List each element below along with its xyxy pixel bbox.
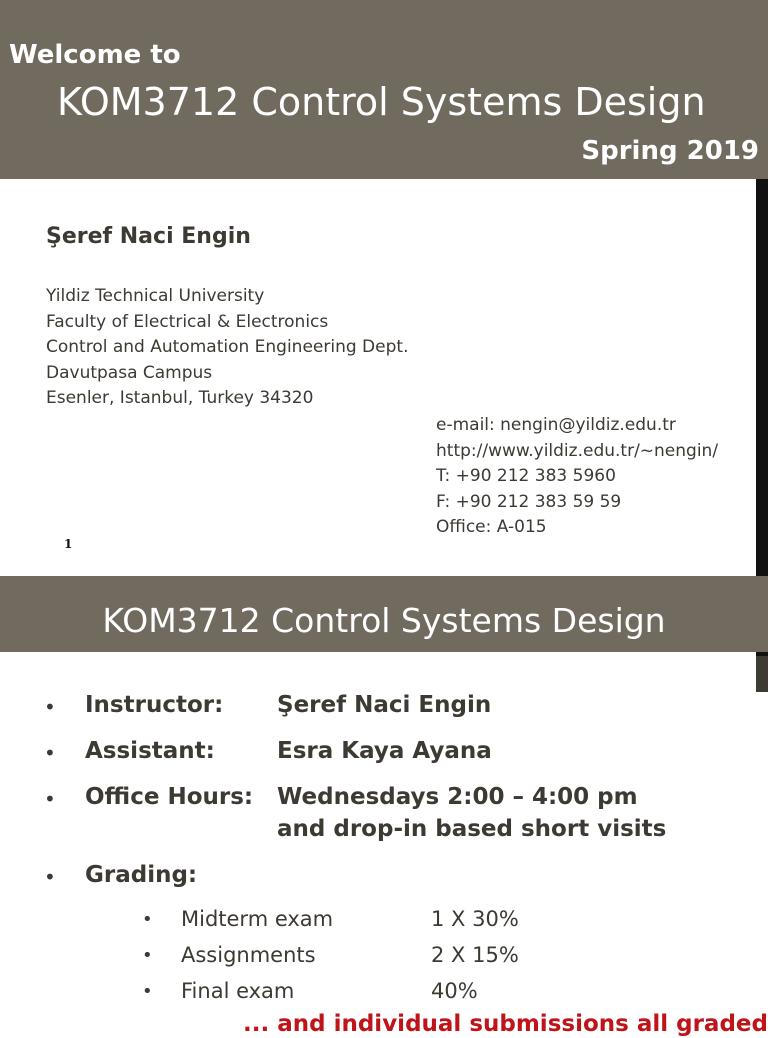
grading-label: Midterm exam	[181, 907, 334, 931]
address-line: Faculty of Electrical & Electronics	[46, 311, 329, 332]
info-value: Esra Kaya Ayana	[277, 738, 492, 764]
info-label: Grading:	[85, 862, 198, 888]
address-line: Yildiz Technical University	[46, 286, 265, 306]
title-header	[0, 0, 768, 179]
grading-label: Assignments	[181, 943, 316, 967]
sub-bullet-icon: •	[142, 945, 153, 966]
page-number: 1	[64, 537, 73, 551]
bullet-icon: •	[44, 741, 56, 765]
contact-office: Office: A-015	[436, 517, 547, 537]
contact-phone: T: +90 212 383 5960	[436, 466, 616, 486]
course-title: KOM3712 Control Systems Design	[57, 80, 706, 124]
slide-edge-bar	[756, 656, 768, 692]
info-value: Wednesdays 2:00 – 4:00 pm	[277, 784, 638, 810]
grading-value: 1 X 30%	[431, 907, 519, 931]
grading-value: 40%	[431, 979, 478, 1003]
info-value: and drop-in based short visits	[277, 816, 667, 842]
slide-edge-bar	[756, 179, 768, 576]
sub-bullet-icon: •	[142, 981, 153, 1002]
info-title: KOM3712 Control Systems Design	[102, 601, 666, 640]
address-line: Davutpasa Campus	[46, 362, 213, 383]
cutoff-red-note	[243, 1010, 768, 1037]
address-block	[46, 284, 408, 412]
instructor-name: Şeref Naci Engin	[46, 224, 251, 249]
info-label: Instructor:	[85, 692, 224, 718]
course-term: Spring 2019	[581, 136, 759, 166]
bullet-icon: •	[44, 695, 56, 719]
contact-website: http://www.yildiz.edu.tr/~nengin/	[436, 440, 719, 461]
sub-bullet-icon: •	[142, 909, 153, 930]
address-line: Control and Automation Engineering Dept.	[46, 337, 409, 357]
info-value: Şeref Naci Engin	[277, 692, 492, 718]
bullet-icon: •	[44, 865, 56, 889]
contact-email: e-mail: nengin@yildiz.edu.tr	[436, 415, 676, 435]
info-label: Office Hours:	[85, 784, 254, 810]
bullet-icon: •	[44, 787, 56, 811]
info-header	[0, 576, 768, 652]
contact-block	[436, 413, 718, 541]
info-label: Assistant:	[85, 738, 215, 764]
address-line: Esenler, Istanbul, Turkey 34320	[46, 388, 314, 408]
course-info-slide	[0, 576, 768, 1037]
welcome-text: Welcome to	[9, 40, 181, 70]
grading-value: 2 X 15%	[431, 943, 519, 967]
grading-label: Final exam	[181, 979, 295, 1003]
cutoff-red-text: ... and individual submissions all graded	[243, 1011, 768, 1037]
contact-fax: F: +90 212 383 59 59	[436, 491, 622, 512]
